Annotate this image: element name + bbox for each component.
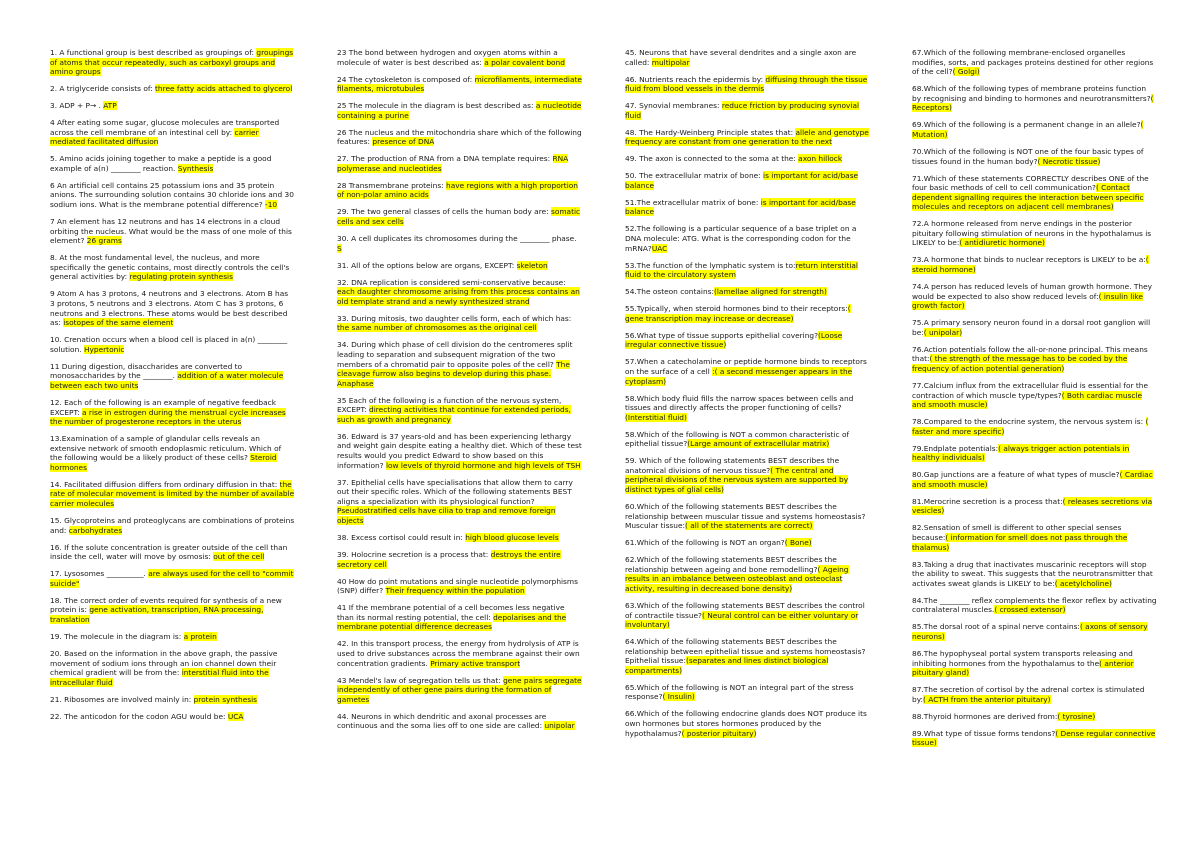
question-text: 23 The bond between hydrogen and oxygen atoms within a molecule of water is best described as: [337,48,558,67]
answer-highlight: protein synthesis [193,694,258,704]
answer-highlight: (separates and lines distinct biological compartments) [625,656,829,675]
question-text: 49. The axon is connected to the soma at the: [625,154,799,164]
answer-highlight: ( posterior pituitary) [681,728,757,738]
question-text: 81.Merocrine secretion is a process that: [912,496,1063,506]
question-item [912,444,1157,463]
question-text: 65.Which of the following is NOT an integral part of the stress response? [625,682,854,702]
question-item [912,318,1157,337]
question-item [337,432,582,470]
question-item [50,335,295,354]
question-item [337,396,582,425]
question-item [625,154,870,164]
answer-highlight: multipolar [651,57,690,67]
answer-highlight: ( always trigger action potentials in healthy individuals) [912,443,1130,463]
answer-highlight: ( The central and peripheral divisions of the nervous system are supported by distinct types of glial cells) [625,465,849,495]
question-item [912,596,1157,615]
column-3 [625,48,870,746]
question-text: 52.The following is a particular sequence of a base triplet on a DNA molecule: ATG. What is the corresponding codon for the mRNA? [625,224,857,253]
question-item [50,84,295,94]
answer-highlight: ( gene transcription may increase or decrease) [625,304,851,323]
question-text: 89.What type of tissue forms tendons? [912,728,1056,738]
question-item [50,543,295,562]
answer-highlight: ( Cardiac and smooth muscle) [912,470,1153,489]
question-item [337,154,582,173]
question-text: 35 Each of the following is a function of the nervous system, EXCEPT: [337,395,562,415]
question-item [912,219,1157,248]
answer-highlight: Steroid hormones [50,453,277,472]
question-item [625,601,870,630]
question-text: 30. A cell duplicates its chromosomes during the ________ phase. [337,234,577,244]
question-text: 29. The two general classes of cells the human body are: [337,207,551,217]
question-text: 59. Which of the following statements BEST describes the anatomical divisions of nervous tissue? [625,456,840,475]
answer-highlight: axon hillock [798,154,843,164]
answer-highlight: three fatty acids attached to glycerol [155,84,293,94]
question-item [337,550,582,569]
question-text: 88.Thyroid hormones are derived from: [912,711,1058,721]
question-text: 46. Nutrients reach the epidermis by: [625,74,766,84]
answer-highlight: ( Contact dependent signalling requires the interaction between specific molecules and receptors on adjacent cell membranes) [912,183,1144,212]
question-text: 27. The production of RNA from a DNA template requires: [337,154,553,164]
answer-highlight: presence of DNA [372,137,435,147]
question-item [50,362,295,391]
question-item [912,381,1157,410]
question-text: 73.A hormone that binds to nuclear receptors is LIKELY to be a: [912,255,1146,265]
answer-highlight: RNA polymerase and nucleotides [337,154,569,173]
answer-highlight: ( acetylcholine) [1054,578,1112,588]
answer-highlight: ( faster and more specific) [912,417,1149,436]
question-text: 55.Typically, when steroid hormones bind to their receptors: [625,304,848,314]
answer-highlight: ( Dense regular connective tissue) [912,728,1156,748]
question-item [337,261,582,271]
question-text: 77.Calcium influx from the extracellular fluid is essential for the contraction of which muscle type/types? [912,380,1148,400]
question-item [912,84,1157,113]
answer-highlight: a polar covalent bond [484,57,565,67]
question-item [912,523,1157,552]
answer-highlight: (Loose irregular connective tissue) [625,330,843,350]
question-text: 5. Amino acids joining together to make a peptide is a good example of a(n) ________ reaction. [50,154,272,173]
question-item [625,394,870,423]
question-text: 48. The Hardy-Weinberg Principle states that: [625,127,796,137]
question-text: 38. Excess cortisol could result in: [337,533,466,543]
question-item [912,255,1157,274]
question-text: 41 If the membrane potential of a cell becomes less negative than its normal resting potential, the cell: [337,603,565,622]
question-text: 56.What type of tissue supports epithelial covering? [625,330,819,340]
question-text: 22. The anticodon for the codon AGU would be: [50,711,228,721]
column-4 [912,48,1157,755]
answer-highlight: a nucleotide containing a purine [337,101,582,120]
question-item [50,48,295,77]
question-text: 12. Each of the following is an example of negative feedback EXCEPT: [50,397,276,417]
answer-highlight: ( all of the statements are correct) [685,521,813,531]
answer-highlight: -10 [265,200,278,210]
answer-highlight: ( Insulin) [662,692,695,702]
question-text: 25 The molecule in the diagram is best described as: [337,101,536,111]
answer-highlight: (Interstitial fluid) [625,412,687,422]
question-item [337,603,582,632]
question-text: 2. A triglyceride consists of: [50,84,156,94]
answer-highlight: (lamellae aligned for strength) [714,287,827,297]
answer-highlight: allele and genotype frequency are constant from one generation to the next [625,127,869,147]
answer-highlight: isotopes of the same element [63,318,174,328]
question-item [625,357,870,386]
question-text: 58.Which body fluid fills the narrow spaces between cells and tissues and directly affects the proper functioning of cells? [625,393,854,413]
question-text: 60.Which of the following statements BEST describes the relationship between muscular tissue and systems homeostasis? Muscular tissue: [625,502,866,531]
question-item [50,154,295,173]
question-text: 76.Action potentials follow the all-or-none principal. This means that: [912,344,1148,364]
answer-highlight: a protein [183,631,217,641]
question-item [337,478,582,526]
question-item [912,685,1157,704]
question-item [625,331,870,350]
answer-highlight: ( Receptors) [912,93,1154,113]
question-text: 83.Taking a drug that inactivates muscarinic receptors will stop the ability to sweat. This suggests that the neurotransmitter that activates sweat glands is LIKELY to be: [912,559,1153,588]
answer-highlight: destroys the entire secretory cell [337,550,561,569]
answer-highlight: (Large amount of extracellular matrix) [687,439,830,449]
question-item [625,456,870,494]
answer-highlight: ( Mutation) [912,120,1144,139]
question-item [337,314,582,333]
question-item [337,278,582,307]
question-text: 19. The molecule in the diagram is: [50,631,184,641]
answer-highlight: ( Both cardiac muscle and smooth muscle) [912,390,1143,410]
answer-highlight: groupings of atoms that occur repeatedly, such as carboxyl groups and amino groups [50,48,294,77]
question-text: 43 Mendel's law of segregation tells us that: [337,675,504,685]
question-item [625,75,870,94]
answer-highlight: ( Golgi) [952,67,980,77]
question-item [912,147,1157,166]
question-item [912,174,1157,212]
answer-highlight: 26 grams [86,236,122,246]
question-text: 50. The extracellular matrix of bone: [625,171,764,181]
question-text: 18. The correct order of events required for synthesis of a new protein is: [50,595,282,615]
question-text: 15. Glycoproteins and proteoglycans are combinations of proteins and: [50,516,295,535]
question-item [625,683,870,702]
answer-highlight: ( the strength of the message has to be coded by the frequency of action potential generation) [912,354,1128,373]
question-text: 37. Epithelial cells have specialisations that allow them to carry out their specific roles. Which of the following statements BEST aligns a specialization with its physiological function? [337,477,573,506]
question-text: 51.The extracellular matrix of bone: [625,197,761,207]
answer-highlight: ( axons of sensory neurons) [912,622,1148,641]
question-text: 17. Lysosomes __________. [50,569,149,579]
question-item [50,596,295,625]
question-item [912,560,1157,589]
question-item [912,470,1157,489]
answer-highlight: ( crossed extensor) [994,605,1066,615]
question-item [912,120,1157,139]
question-item [625,198,870,217]
question-item [50,712,295,722]
answer-highlight: ( Ageing results in an imbalance between osteoblast and osteoclast activity, resulting in decreased bone density) [625,564,849,593]
answer-highlight: Hypertonic [83,344,125,354]
answer-highlight: each daughter chromosome arising from this process contains an old template strand and a newly synthesized strand [337,287,580,306]
question-text: 3. ADP + P→ . [50,101,104,111]
question-text: 16. If the solute concentration is greater outside of the cell than inside the cell, water will move by osmosis: [50,542,288,562]
question-text: 1. A functional group is best described as groupings of: [50,48,257,57]
answer-highlight: unipolar [544,721,575,731]
answer-highlight: skeleton [516,260,548,270]
question-text: 13.Examination of a sample of glandular cells reveals an extensive network of smooth endoplasmic reticulum. Which of the following would be a likely product of these cells? [50,434,282,463]
question-text: 63.Which of the following statements BEST describes the control of contractile tissue? [625,600,865,620]
question-item [337,340,582,388]
answer-highlight: ( Bone) [784,538,812,548]
question-text: 84.The ________ reflex complements the flexor reflex by activating contralateral muscles. [912,595,1157,615]
question-text: 79.Endplate potentials: [912,443,999,453]
answer-highlight: ( insulin like growth factor) [912,291,1143,311]
question-item [50,253,295,282]
answer-highlight: have regions with a high proportion of non-polar amino acids [337,180,578,200]
question-item [337,181,582,200]
question-text: 10. Crenation occurs when a blood cell is placed in a(n) ________ solution. [50,335,288,354]
question-text: 61.Which of the following is NOT an organ? [625,538,785,548]
answer-highlight: microfilaments, intermediate filaments, microtubules [337,74,582,94]
question-item [337,676,582,705]
answer-highlight: depolarises and the membrane potential difference decreases [337,612,567,632]
question-text: 53.The function of the lymphatic system is to: [625,260,796,270]
question-item [625,430,870,449]
question-item [337,128,582,147]
question-text: 82.Sensation of smell is different to other special senses because: [912,523,1122,543]
question-item [625,261,870,280]
question-text: 69.Which of the following is a permanent change in an allele? [912,120,1141,130]
question-text: 32. DNA replication is considered semi-conservative because: [337,277,566,287]
question-item [912,282,1157,311]
answer-highlight: a rise in estrogen during the menstrual cycle increases the number of progesterone receptors in the uterus [50,407,286,427]
answer-highlight: high blood glucose levels [465,533,559,543]
question-text: 68.Which of the following types of membrane proteins function by recognising and binding to hormones and neurotransmitters? [912,84,1151,103]
question-item [337,639,582,668]
question-text: 24 The cytoskeleton is composed of: [337,74,475,84]
answer-highlight: diffusing through the tissue fluid from blood vessels in the dermis [625,74,868,94]
answer-highlight: ( Neural control can be either voluntary or involuntary) [625,610,859,630]
answer-highlight: gene pairs segregate independently of other gene pairs during the formation of gametes [337,675,582,704]
question-text: 26 The nucleus and the mitochondria share which of the following features: [337,127,582,147]
answer-highlight: regulating protein synthesis [129,272,233,282]
question-item [337,712,582,731]
answer-highlight: somatic cells and sex cells [337,207,581,227]
question-text: 85.The dorsal root of a spinal nerve contains: [912,622,1080,632]
question-item [912,622,1157,641]
answer-highlight: ( tyrosine) [1057,711,1096,721]
question-text: 6 An artificial cell contains 25 potassium ions and 35 protein anions. The surrounding solution contains 30 chloride ions and 30 sodium ions. What is the membrane potential difference? [50,180,294,210]
answer-highlight: are always used for the cell to "commit suicide" [50,569,294,588]
question-item [625,224,870,253]
answer-highlight: gene activation, transcription, RNA processing, translation [50,605,264,624]
question-text: 42. In this transport process, the energy from hydrolysis of ATP is used to drive substances across the membrane against their own concentration gradients. [337,639,580,668]
answer-highlight: the same number of chromosomes as the original cell [337,323,537,333]
question-item [912,417,1157,436]
question-text: 14. Facilitated diffusion differs from ordinary diffusion in that: [50,479,280,489]
question-item [912,345,1157,374]
question-item [625,709,870,738]
question-text: 20. Based on the information in the above graph, the passive movement of sodium ions through an ion channel down their chemical gradient will be from the: [50,648,278,678]
answer-highlight: :( a second messenger appears in the cytoplasm) [625,366,853,386]
answer-highlight: S [337,243,342,253]
question-text: 28 Transmembrane proteins: [337,180,447,190]
column-2 [337,48,582,738]
question-text: 34. During which phase of cell division do the centromeres split leading to separation and subsequent migration of the two members of a chromatid pair to opposite poles of the cell? [337,340,573,369]
answer-highlight: ( unipolar) [923,327,963,337]
question-text: 75.A primary sensory neuron found in a dorsal root ganglion will be: [912,318,1151,337]
answer-highlight: reduce friction by producing synovial fluid [625,101,860,120]
question-text: 74.A person has reduced levels of human growth hormone. They would be expected to also show reduced levels of: [912,282,1153,301]
question-text: 64.Which of the following statements BEST describes the relationship between epithelial tissue and systems homeostasis? Epithelial tissue: [625,637,866,666]
question-item [625,48,870,67]
question-item [50,516,295,535]
question-text: 58.Which of the following is NOT a common characteristic of epithelial tissue? [625,429,850,449]
question-item [625,538,870,548]
question-text: 66.Which of the following endocrine glands does NOT produce its own hormones but stores hormones produced by the hypothalamus? [625,709,867,738]
question-item [337,234,582,253]
question-text: 87.The secretion of cortisol by the adrenal cortex is stimulated by: [912,685,1145,704]
column-1 [50,48,295,729]
answer-highlight: ( anterior pituitary gland) [912,658,1134,678]
answer-highlight: Their frequency within the population [385,586,525,596]
answer-highlight: ( ACTH from the anterior pituitary) [923,694,1051,704]
question-text: 11 During digestion, disaccharides are converted to monosaccharides by the ________. [50,361,243,381]
question-text: 67.Which of the following membrane-enclosed organelles modifies, sorts, and packages proteins destined for other regions of the cell? [912,48,1154,77]
answer-highlight: ( releases secretions via vesicles) [912,496,1153,516]
question-item [50,632,295,642]
answer-highlight: the rate of molecular movement is limited by the number of available carrier molecules [50,479,295,509]
question-text: 78.Compared to the endocrine system, the nervous system is: [912,417,1146,427]
question-item [50,649,295,687]
question-item [337,48,582,67]
answer-highlight: is important for acid/base balance [625,171,859,190]
answer-highlight: Pseudostratified cells have cilia to trap and remove foreign objects [337,506,556,526]
question-item [625,128,870,147]
question-text: 39. Holocrine secretion is a process that: [337,550,491,559]
question-text: 40 How do point mutations and single nucleotide polymorphisms (SNP) differ? [337,576,578,596]
question-item [50,118,295,147]
question-item [912,48,1157,77]
answer-highlight: ATP [103,101,117,111]
answer-highlight: carbohydrates [68,525,123,535]
answer-highlight: The cleavage furrow also begins to develop during this phase. Anaphase [337,359,570,388]
question-text: 45. Neurons that have several dendrites and a single axon are called: [625,48,857,67]
question-item [50,181,295,210]
question-text: 70.Which of the following is NOT one of the four basic types of tissues found in the human body? [912,146,1144,166]
question-item [337,533,582,543]
question-item [625,287,870,297]
answer-highlight: ( steroid hormone) [912,255,1149,275]
question-text: 9 Atom A has 3 protons, 4 neutrons and 3 electrons. Atom B has 3 protons, 5 neutrons and 3 electrons. Atom C has 3 protons, 6 neutrons and 3 electrons. These atoms would be best described as: [50,289,289,328]
answer-highlight: ( Necrotic tissue) [1037,156,1101,166]
question-text: 36. Edward is 37 years-old and has been experiencing lethargy and weight gain despite eating a healthy diet. Which of these test results would you predict Edward to show based on this information? [337,431,582,470]
answer-highlight: UAC [651,243,668,253]
answer-highlight: interstitial fluid into the intracellular fluid [50,668,269,687]
question-item [50,695,295,705]
answer-highlight: addition of a water molecule between each two units [50,371,284,390]
question-item [625,637,870,675]
answer-highlight: is important for acid/base balance [625,197,856,217]
question-item [912,729,1157,748]
question-text: 44. Neurons in which dendritic and axonal processes are continuous and the soma lies off to one side are called: [337,711,547,731]
question-item [912,649,1157,678]
question-item [50,289,295,327]
question-text: 80.Gap junctions are a feature of what types of muscle? [912,470,1120,480]
question-text: 86.The hypophyseal portal system transports releasing and inhibiting hormones from the hypothalamus to the [912,648,1133,668]
answer-highlight: ( information for smell does not pass through the thalamus) [912,533,1128,552]
question-item [50,101,295,111]
answer-highlight: UCA [227,711,244,721]
question-item [912,712,1157,722]
question-text: 54.The osteon contains: [625,287,714,297]
question-text: 62.Which of the following statements BEST describes the relationship between ageing and bone remodelling? [625,555,837,574]
question-item [50,398,295,427]
answer-highlight: carrier mediated facilitated diffusion [50,127,259,147]
answer-highlight: directing activities that continue for extended periods, such as growth and pregnancy [337,405,571,424]
question-item [625,171,870,190]
question-item [625,555,870,593]
answer-highlight: ( antidiuretic hormone) [959,238,1045,248]
question-item [625,304,870,323]
question-text: 33. During mitosis, two daughter cells form, each of which has: [337,313,572,323]
question-item [337,101,582,120]
question-text: 31. All of the options below are organs, EXCEPT: [337,260,517,270]
answer-highlight: return interstitial fluid to the circulatory system [625,260,858,280]
answer-highlight: Synthesis [177,163,214,173]
question-item [337,75,582,94]
question-item [50,569,295,588]
question-text: 47. Synovial membranes: [625,101,722,111]
question-text: 7 An element has 12 neutrons and has 14 electrons in a cloud orbiting the nucleus. What would be the mass of one mole of this element? [50,217,292,246]
question-item [337,577,582,596]
question-item [625,502,870,531]
question-item [337,207,582,226]
question-text: 4 After eating some sugar, glucose molecules are transported across the cell membrane of an intestinal cell by: [50,118,280,137]
question-text: 71.Which of these statements CORRECTLY describes ONE of the four basic methods of cell to cell communication? [912,173,1149,193]
question-item [625,101,870,120]
question-text: 72.A hormone released from nerve endings in the posterior pituitary following stimulation of neurons in the hypothalamus is LIKELY to be: [912,219,1152,248]
answer-highlight: low levels of thyroid hormone and high levels of TSH [385,460,581,470]
question-text: 21. Ribosomes are involved mainly in: [50,694,194,704]
question-item [50,217,295,246]
answer-highlight: out of the cell [213,552,265,562]
question-text: 8. At the most fundamental level, the nucleus, and more specifically the genetic contains, most directly controls the cell's general activities by: [50,253,290,282]
answer-highlight: Primary active transport [430,658,521,668]
question-item [50,480,295,509]
question-text: 57.When a catecholamine or peptide hormone binds to receptors on the surface of a cell [625,357,867,376]
question-item [912,497,1157,516]
question-item [50,434,295,472]
